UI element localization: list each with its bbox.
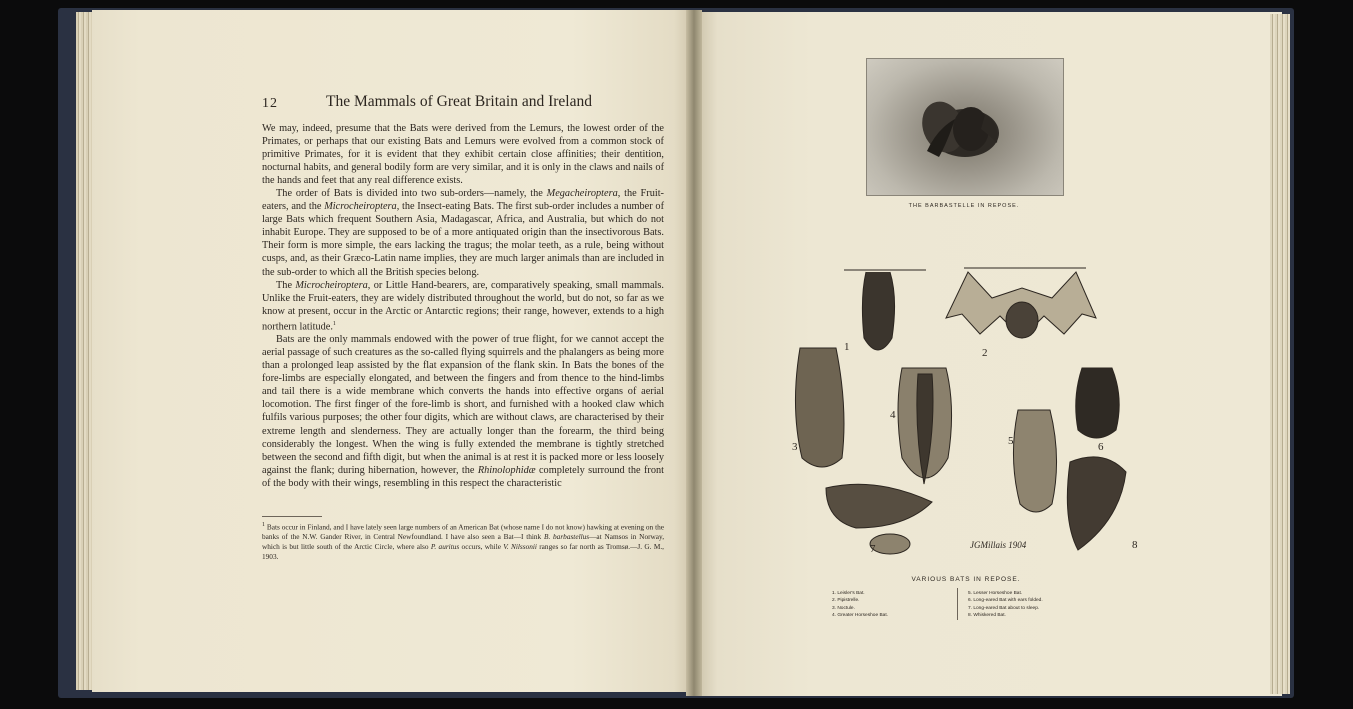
legend-left (832, 590, 962, 619)
paragraph-4 (262, 333, 664, 490)
footnote (262, 520, 664, 562)
photo-caption: THE BARBASTELLE IN REPOSE. (908, 203, 1020, 209)
figure-number: 5 (1008, 435, 1014, 447)
italic-term: B. barbastellus (543, 532, 590, 542)
running-head: The Mammals of Great Britain and Ireland (326, 93, 592, 110)
barbastelle-photo (866, 58, 1064, 196)
legend-divider (957, 588, 958, 620)
page-number: 12 (262, 96, 278, 111)
legend-item: 6. Long-eared Bat with ears folded. (968, 598, 1043, 604)
bat-figure (795, 348, 844, 467)
paragraph-2-text: , the Insect-eating Bats. The first sub-order includes a number of large Bats which frequent Southern Asia, Madagascar, Africa, and Australia, but which do not inhabit Europe. They are supposed to be of a more antiquated origin than the insectivorous Bats. Their form is more simple, the ears lacking the tragus; the molar teeth, as a rule, being without cusps, and, as their Græco-Latin name implies, they are much larger animals than are included in the sub-order to which all the British species belong. (262, 201, 664, 278)
bat-figure (1013, 410, 1056, 512)
figure-number: 3 (792, 441, 798, 453)
figure-number: 1 (844, 341, 850, 353)
figure-number: 8 (1132, 539, 1138, 551)
italic-term: Microcheiroptera (295, 279, 368, 291)
bat-figure (862, 272, 894, 350)
bat-figure (1067, 457, 1126, 550)
paragraph-3 (262, 279, 664, 334)
italic-term: Rhinolophidæ (477, 464, 536, 476)
figure-number: 4 (890, 409, 896, 421)
italic-term: Megacheiroptera (546, 188, 618, 200)
bat-figure (1076, 368, 1119, 438)
legend-item: 7. Long-eared Bat about to sleep. (968, 605, 1040, 611)
footnote-text: occurs, while (459, 542, 504, 552)
footnote-text: ranges so far north as Tromsø.—J. G. M., 1903. (262, 542, 664, 562)
paragraph-2-text: , the Fruit-eaters, and the (262, 188, 664, 213)
paragraph-4-text: Bats are the only mammals endowed with the power of true flight, for we cannot accept the aerial passage of such creatures as the so-called flying squirrels and the phalangers as being more than a prolonged leap assisted by the flat expansion of the flank skin. In Bats the bones of the fore-limbs are especially elongated, and between the fingers and from thence to the hind-limbs and tail there is a wide membrane which converts the hands into effective organs of aerial locomotion. The first finger of the fore-limb is short, and furnished with a hooked claw which fulfils various purposes; the other four digits, which are without claws, are characterised by their extreme length and slenderness. They are actually longer than the forearm, the third being considerably the longest. When the wing is fully extended the membrane is tightly stretched between the second and fifth digit, but when the animal is at rest it is packed more or less loosely against the flank; during hibernation, however, the (262, 334, 664, 476)
bat-figure (870, 534, 910, 554)
figure-number: 7 (870, 543, 876, 555)
body-text (262, 122, 664, 490)
footnote-text: Bats occur in Finland, and I have lately seen large numbers of an American Bat (whose name I do not know) hawking at evening on the banks of the N.W. Gander River, in Central Newfoundland. I have also seen a Bat—I think (262, 522, 664, 542)
bat-figure (826, 484, 932, 528)
legend-item: 2. Pipistrelle. (832, 598, 860, 604)
bats-illustration (786, 258, 1146, 576)
legend-item: 5. Lesser Horseshoe Bat. (968, 591, 1023, 596)
paragraph-2 (262, 187, 664, 278)
italic-term: V. Nilssonii (503, 542, 537, 552)
legend-item: 3. Noctule. (832, 605, 855, 611)
book-gutter (686, 10, 702, 696)
footnote-marker: 1 (262, 522, 265, 528)
bat-photo-icon (867, 59, 1063, 195)
artist-signature: JGMillais 1904 (970, 540, 1027, 550)
bat-figure (1006, 302, 1038, 338)
figure-number: 6 (1098, 441, 1104, 453)
paragraph-3-text: , or Little Hand-bearers, are, comparatively speaking, small mammals. Unlike the Fruit-eaters, they are widely distributed throughout the world, but do not, so far as we know at present, occur in the Arctic or Antarctic regions; their range, however, extends to a high northern latitude. (262, 279, 664, 333)
plate-title: VARIOUS BATS IN REPOSE. (911, 576, 1021, 583)
paragraph-3-text: The (276, 279, 296, 291)
footnote-divider (262, 516, 322, 517)
paragraph-2-text: The order of Bats is divided into two sub-orders—namely, the (276, 188, 547, 200)
figure-number: 2 (982, 347, 988, 359)
legend-item: 8. Whiskered Bat. (968, 612, 1006, 618)
paragraph-1: We may, indeed, presume that the Bats were derived from the Lemurs, the lowest order of the Primates, or perhaps that our existing Bats and Lemurs were evolved from a common stock of primitive Primates, for it is evident that they exhibit certain close affinities; their dentition, nocturnal habits, and general bodily form are very similar, and it is only in the claws and nails of the hands and feet that any real difference exists. (262, 123, 664, 187)
footnote-ref[interactable]: 1 (332, 320, 336, 327)
legend-item: 1. Leisler's Bat. (832, 591, 865, 596)
footnote-text: —at Namsos in Norway, which is but little south of the Arctic Circle, where also (262, 532, 665, 552)
right-page-edges (1270, 14, 1290, 694)
legend-item: 4. Greater Horseshoe Bat. (832, 612, 888, 618)
legend-right (968, 590, 1098, 619)
italic-term: P. auritus (430, 542, 460, 552)
italic-term: Microcheiroptera (324, 201, 397, 213)
paragraph-4-text: completely surround the front of the body with their wings, resembling in this respect the characteristic (262, 464, 664, 489)
